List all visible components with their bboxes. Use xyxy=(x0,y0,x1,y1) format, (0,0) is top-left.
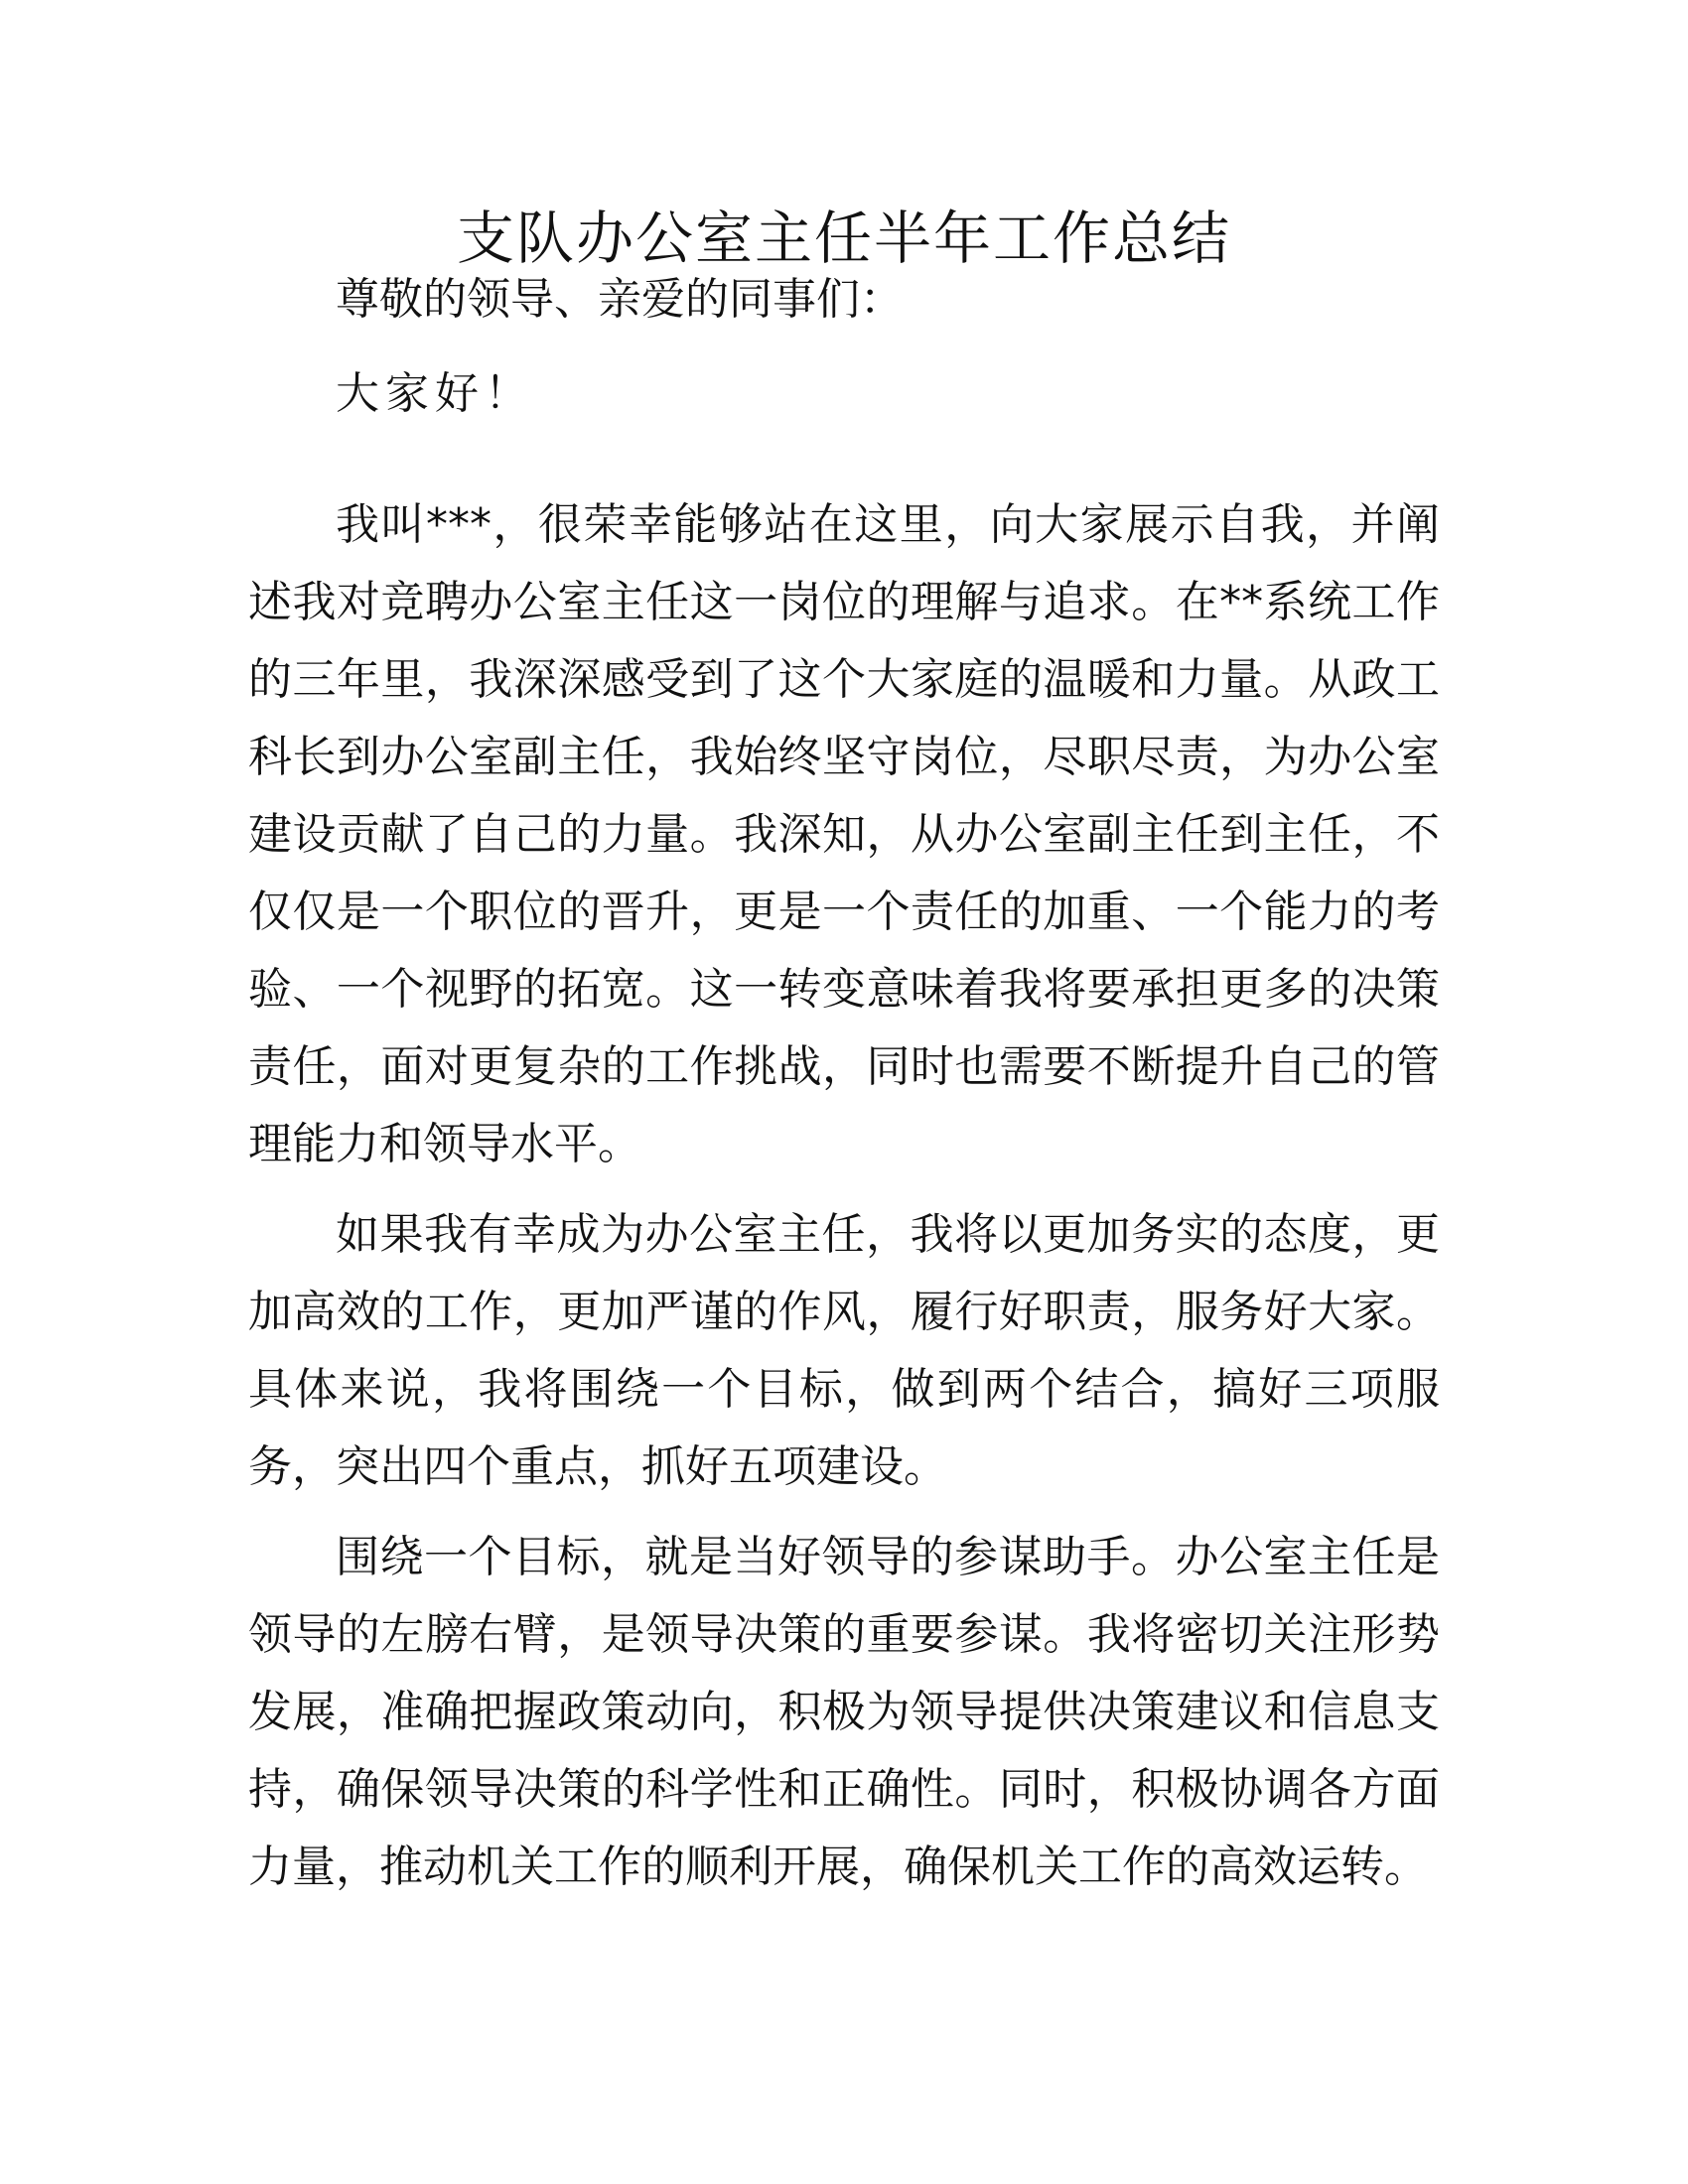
paragraph-introduction: 我叫***，很荣幸能够站在这里，向大家展示自我，并阐述我对竞聘办公室主任这一岗位的理解与追求。在**系统工作的三年里，我深深感受到了这个大家庭的温暖和力量。从政工科长到办公室副主任，我始终坚守岗位，尽职尽责，为办公室建设贡献了自己的力量。我深知，从办公室副主任到主任，不仅仅是一个职位的晋升，更是一个责任的加重、一个能力的考验、一个视野的拓宽。这一转变意味着我将要承担更多的决策责任，面对更复杂的工作挑战，同时也需要不断提升自己的管理能力和领导水平。 xyxy=(248,499,1440,1169)
greeting: 大家好！ xyxy=(336,368,534,419)
document-page xyxy=(248,0,1440,2184)
paragraph-plan: 如果我有幸成为办公室主任，我将以更加务实的态度，更加高效的工作，更加严谨的作风，履行好职责，服务好大家。具体来说，我将围绕一个目标，做到两个结合，搞好三项服务，突出四个重点，抓好五项建设。 xyxy=(248,1209,1440,1492)
salutation: 尊敬的领导、亲爱的同事们： xyxy=(336,274,904,325)
paragraph-goal: 围绕一个目标，就是当好领导的参谋助手。办公室主任是领导的左膀右臂，是领导决策的重要参谋。我将密切关注形势发展，准确把握政策动向，积极为领导提供决策建议和信息支持，确保领导决策的科学性和正确性。同时，积极协调各方面力量，推动机关工作的顺利开展，确保机关工作的高效运转。 xyxy=(248,1532,1440,1892)
document-title: 支队办公室主任半年工作总结 xyxy=(456,205,1231,272)
